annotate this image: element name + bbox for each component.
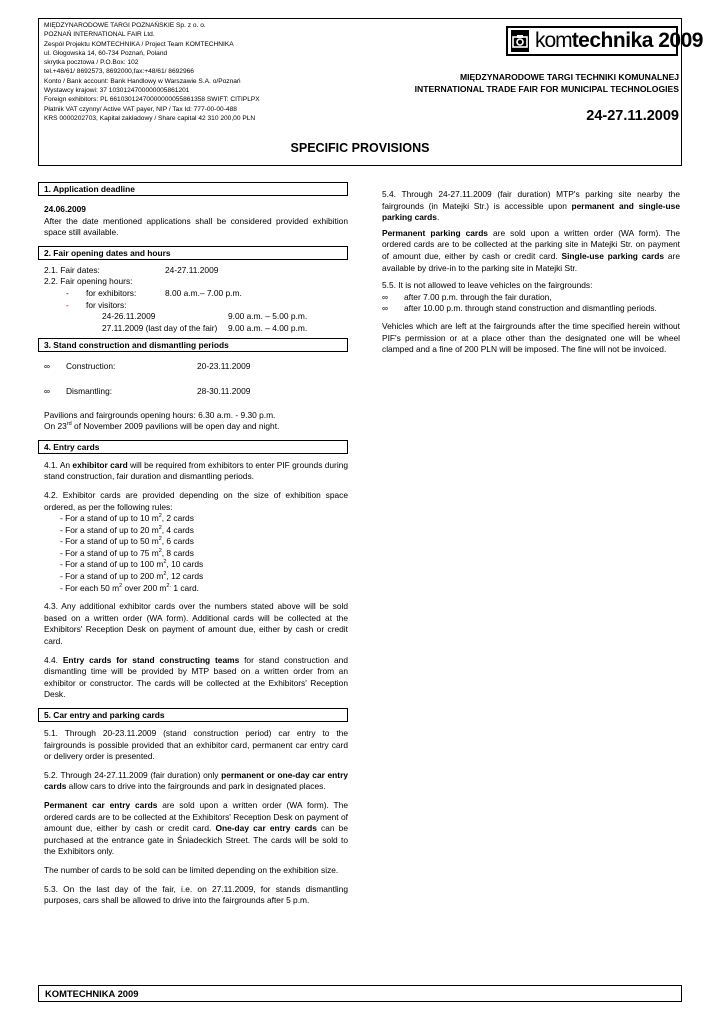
bold-term: Permanent car entry cards	[44, 799, 158, 810]
section-heading: 3. Stand construction and dismantling periods	[38, 338, 348, 352]
section-heading: 1. Application deadline	[38, 182, 348, 196]
paragraph-5-4: 5.4. Through 24-27.11.2009 (fair duration) MTP's parking site nearby the fairgrounds (in Matejki Str.) is accessible upon permanent and single-use parking cards.	[382, 189, 680, 223]
company-line: Wystawcy krajowi: 37 1030124700000005861201	[44, 87, 190, 95]
pavilion-note	[44, 421, 348, 433]
company-line: Konto / Bank account: Bank Handlowy w Warszawie S.A. o/Poznań	[44, 77, 241, 85]
opening-hours-label: 2.2. Fair opening hours:	[44, 276, 133, 287]
paragraph-5-1: 5.1. Through 20-23.11.2009 (stand construction period) car entry to the fairgrounds is possible provided that an exhibitor card, permanent car entry card or delivery order is presented.	[44, 728, 348, 762]
row-value: 28-30.11.2009	[197, 385, 251, 396]
row-label: for visitors:	[86, 299, 127, 310]
paragraph-card-limit: The number of cards to be sold can be limited depending on the exhibition size.	[44, 864, 339, 875]
construction-row	[44, 361, 348, 373]
bullet-icon: ∞	[382, 291, 388, 302]
logo-wordmark	[535, 29, 703, 53]
page-title: SPECIFIC PROVISIONS	[290, 141, 430, 155]
bullet-icon: ∞	[44, 361, 50, 372]
exhibitors-hours-row	[44, 288, 348, 300]
bold-term: Entry cards for stand constructing teams	[62, 654, 240, 665]
bullet-icon: ∞	[44, 385, 50, 396]
paragraph-4-4: 4.4. Entry cards for stand constructing teams for stand construction and dismantling time will be provided by MTP based on a written order from an exhibitor or constructor. The cards will be collected at the Exhibitors' Reception Desk.	[44, 654, 348, 700]
card-rules-list	[44, 513, 348, 594]
row-value: 9.00 a.m. – 5.00 p.m.	[228, 311, 308, 322]
logo-name: technika	[571, 29, 653, 52]
row-label: 27.11.2009 (last day of the fair)	[102, 322, 218, 333]
list-item: - For a stand of up to 10 $m^2$, 2 cards	[60, 513, 194, 524]
row-value: 9.00 a.m. – 4.00 p.m.	[228, 322, 308, 333]
note-text: On 23	[44, 421, 67, 432]
list-item: - For a stand of up to 75 $m^2$, 8 cards	[60, 547, 194, 558]
row-label: 24-26.11.2009	[102, 311, 156, 322]
list-item: - For each 50 $m^2$ over 200 $m^{2.}$ 1 card.	[60, 582, 199, 593]
company-info	[44, 21, 364, 123]
pavilion-hours: Pavilions and fairgrounds opening hours: 6.30 a.m. - 9.30 p.m.	[44, 409, 276, 420]
row-value: 8.00 a.m.– 7.00 p.m.	[165, 287, 242, 298]
komtechnika-logo	[506, 26, 703, 56]
paragraph-4-3: 4.3. Any additional exhibitor cards over the numbers stated above will be sold based on a written order (WA form). Additional cards will be collected at the Exhibitors' Reception Desk on payment of amount due, either by cash or credit card.	[44, 601, 348, 647]
fair-dates-row	[44, 265, 348, 277]
company-line: Płatnik VAT czynny/ Active VAT payer, NIP / Tax Id: 777-00-00-488	[44, 105, 237, 113]
company-line: Zespół Projektu KOMTECHNIKA / Project Team KOMTECHNIKA	[44, 40, 234, 48]
bold-term: Single-use parking cards	[561, 250, 665, 261]
visitors-hours-row	[44, 311, 348, 323]
company-line: tel.+48/61/ 8692573, 8692000,fax:+48/61/ 8692966	[44, 68, 194, 76]
dash: -	[66, 299, 69, 310]
deadline-date: 24.06.2009	[44, 204, 86, 214]
company-line: skrytka pocztowa / P.O.Box: 102	[44, 59, 139, 67]
note-superscript: rd	[66, 421, 72, 428]
paragraph-parking-cards: Permanent parking cards are sold upon a written order (WA form). The ordered cards are to be collected at the parking site in Matejki Str. on payment of amount due, either by cash or credit card. Single-use parking cards are available by drive-in to the parking site in Matejki Str.	[382, 227, 680, 273]
bold-term: Permanent parking cards	[382, 227, 488, 238]
paragraph-permanent-cards: Permanent car entry cards are sold upon a written order (WA form). The ordered cards are to be collected at the Exhibitors' Reception Desk on payment of amount due, either by cash or credit card. One-day car entry cards can be purchased at the entrance gate in Śniadeckich Street. The cards will be sold to the Exhibitors only.	[44, 799, 348, 857]
footer: KOMTECHNIKA 2009	[38, 985, 682, 1002]
company-line: Foreign exhibitors: PL 66103012470000000055861358 SWIFT: CITIPLPX	[44, 96, 260, 104]
note-text: of November 2009 pavilions will be open day and night.	[71, 421, 280, 432]
fair-name-english: INTERNATIONAL TRADE FAIR FOR MUNICIPAL TECHNOLOGIES	[414, 84, 679, 94]
logo-prefix: kom	[535, 29, 572, 52]
row-value: 24-27.11.2009	[165, 264, 219, 275]
company-line: ul. Głogowska 14, 60-734 Poznań, Poland	[44, 49, 168, 57]
visitors-hours-label-row	[44, 300, 348, 312]
camera-logo-icon	[511, 30, 529, 52]
section-heading: 5. Car entry and parking cards	[38, 708, 348, 722]
row-label: for exhibitors:	[86, 287, 137, 298]
section-heading: 2. Fair opening dates and hours	[38, 246, 348, 260]
list-item: ∞ after 10.00 p.m. through stand construction and dismantling periods.	[382, 303, 657, 314]
row-label: Construction:	[66, 361, 116, 372]
list-item: - For a stand of up to 200 $m^2$, 12 cards	[60, 571, 204, 582]
company-line: MIĘDZYNARODOWE TARGI POZNAŃSKIE Sp. z o. o.	[44, 22, 206, 29]
fair-name-polish: MIĘDZYNARODOWE TARGI TECHNIKI KOMUNALNEJ	[460, 72, 679, 82]
deadline-text: After the date mentioned applications shall be considered provided exhibition space still available.	[44, 215, 348, 238]
paragraph-4-1: 4.1. An exhibitor card will be required from exhibitors to enter PIF grounds during stand construction, fair duration and dismantling periods.	[44, 459, 348, 482]
list-item: - For a stand of up to 100 $m^2$, 10 cards	[60, 559, 204, 570]
list-item: ∞ after 7.00 p.m. through the fair duration,	[382, 291, 552, 302]
paragraph-4-2: 4.2. Exhibitor cards are provided depending on the size of exhibition space ordered, as per the following rules:	[44, 489, 348, 512]
right-column	[382, 189, 680, 356]
dismantling-row	[44, 386, 348, 398]
list-item: - For a stand of up to 50 $m^2$, 6 cards	[60, 536, 194, 547]
company-line: KRS 0000202703, Kapitał zakładowy / Share capital 42 310 200,00 PLN	[44, 114, 256, 122]
row-label: 2.1. Fair dates:	[44, 264, 100, 275]
paragraph-5-5: 5.5. It is not allowed to leave vehicles on the fairgrounds:	[382, 280, 593, 291]
left-column	[38, 182, 348, 907]
bullet-icon: ∞	[382, 303, 388, 314]
paragraph-fine: Vehicles which are left at the fairgrounds after the time specified herein without PIF's permission or at a place other than the designated one will be wheel clamped and a fine of 200 PLN will be imposed. The fine will not be invoiced.	[382, 320, 680, 355]
bold-term: One-day car entry cards	[215, 823, 317, 834]
row-value: 20-23.11.2009	[197, 361, 251, 372]
row-label: Dismantling:	[66, 385, 113, 396]
fair-dates: 24-27.11.2009	[586, 108, 679, 124]
logo-year: 2009	[658, 29, 703, 52]
paragraph-5-2: 5.2. Through 24-27.11.2009 (fair duration) only permanent or one-day car entry cards allow cars to drive into the fairgrounds and park in designated places.	[44, 769, 348, 792]
visitors-hours-row	[44, 323, 348, 335]
section-heading: 4. Entry cards	[38, 440, 348, 454]
bold-term: permanent or one-day car entry cards	[44, 769, 348, 792]
paragraph-5-3: 5.3. On the last day of the fair, i.e. on 27.11.2009, for stands dismantling purposes, cars shall be allowed to drive into the fairgrounds after 5 p.m.	[44, 883, 348, 906]
company-line: POZNAŃ INTERNATIONAL FAIR Ltd.	[44, 31, 155, 39]
dash: -	[66, 287, 69, 298]
list-item: - For a stand of up to 20 $m^2$, 4 cards	[60, 524, 194, 535]
bold-term: exhibitor card	[72, 459, 128, 470]
bold-term: permanent and single-use parking cards	[382, 200, 680, 223]
